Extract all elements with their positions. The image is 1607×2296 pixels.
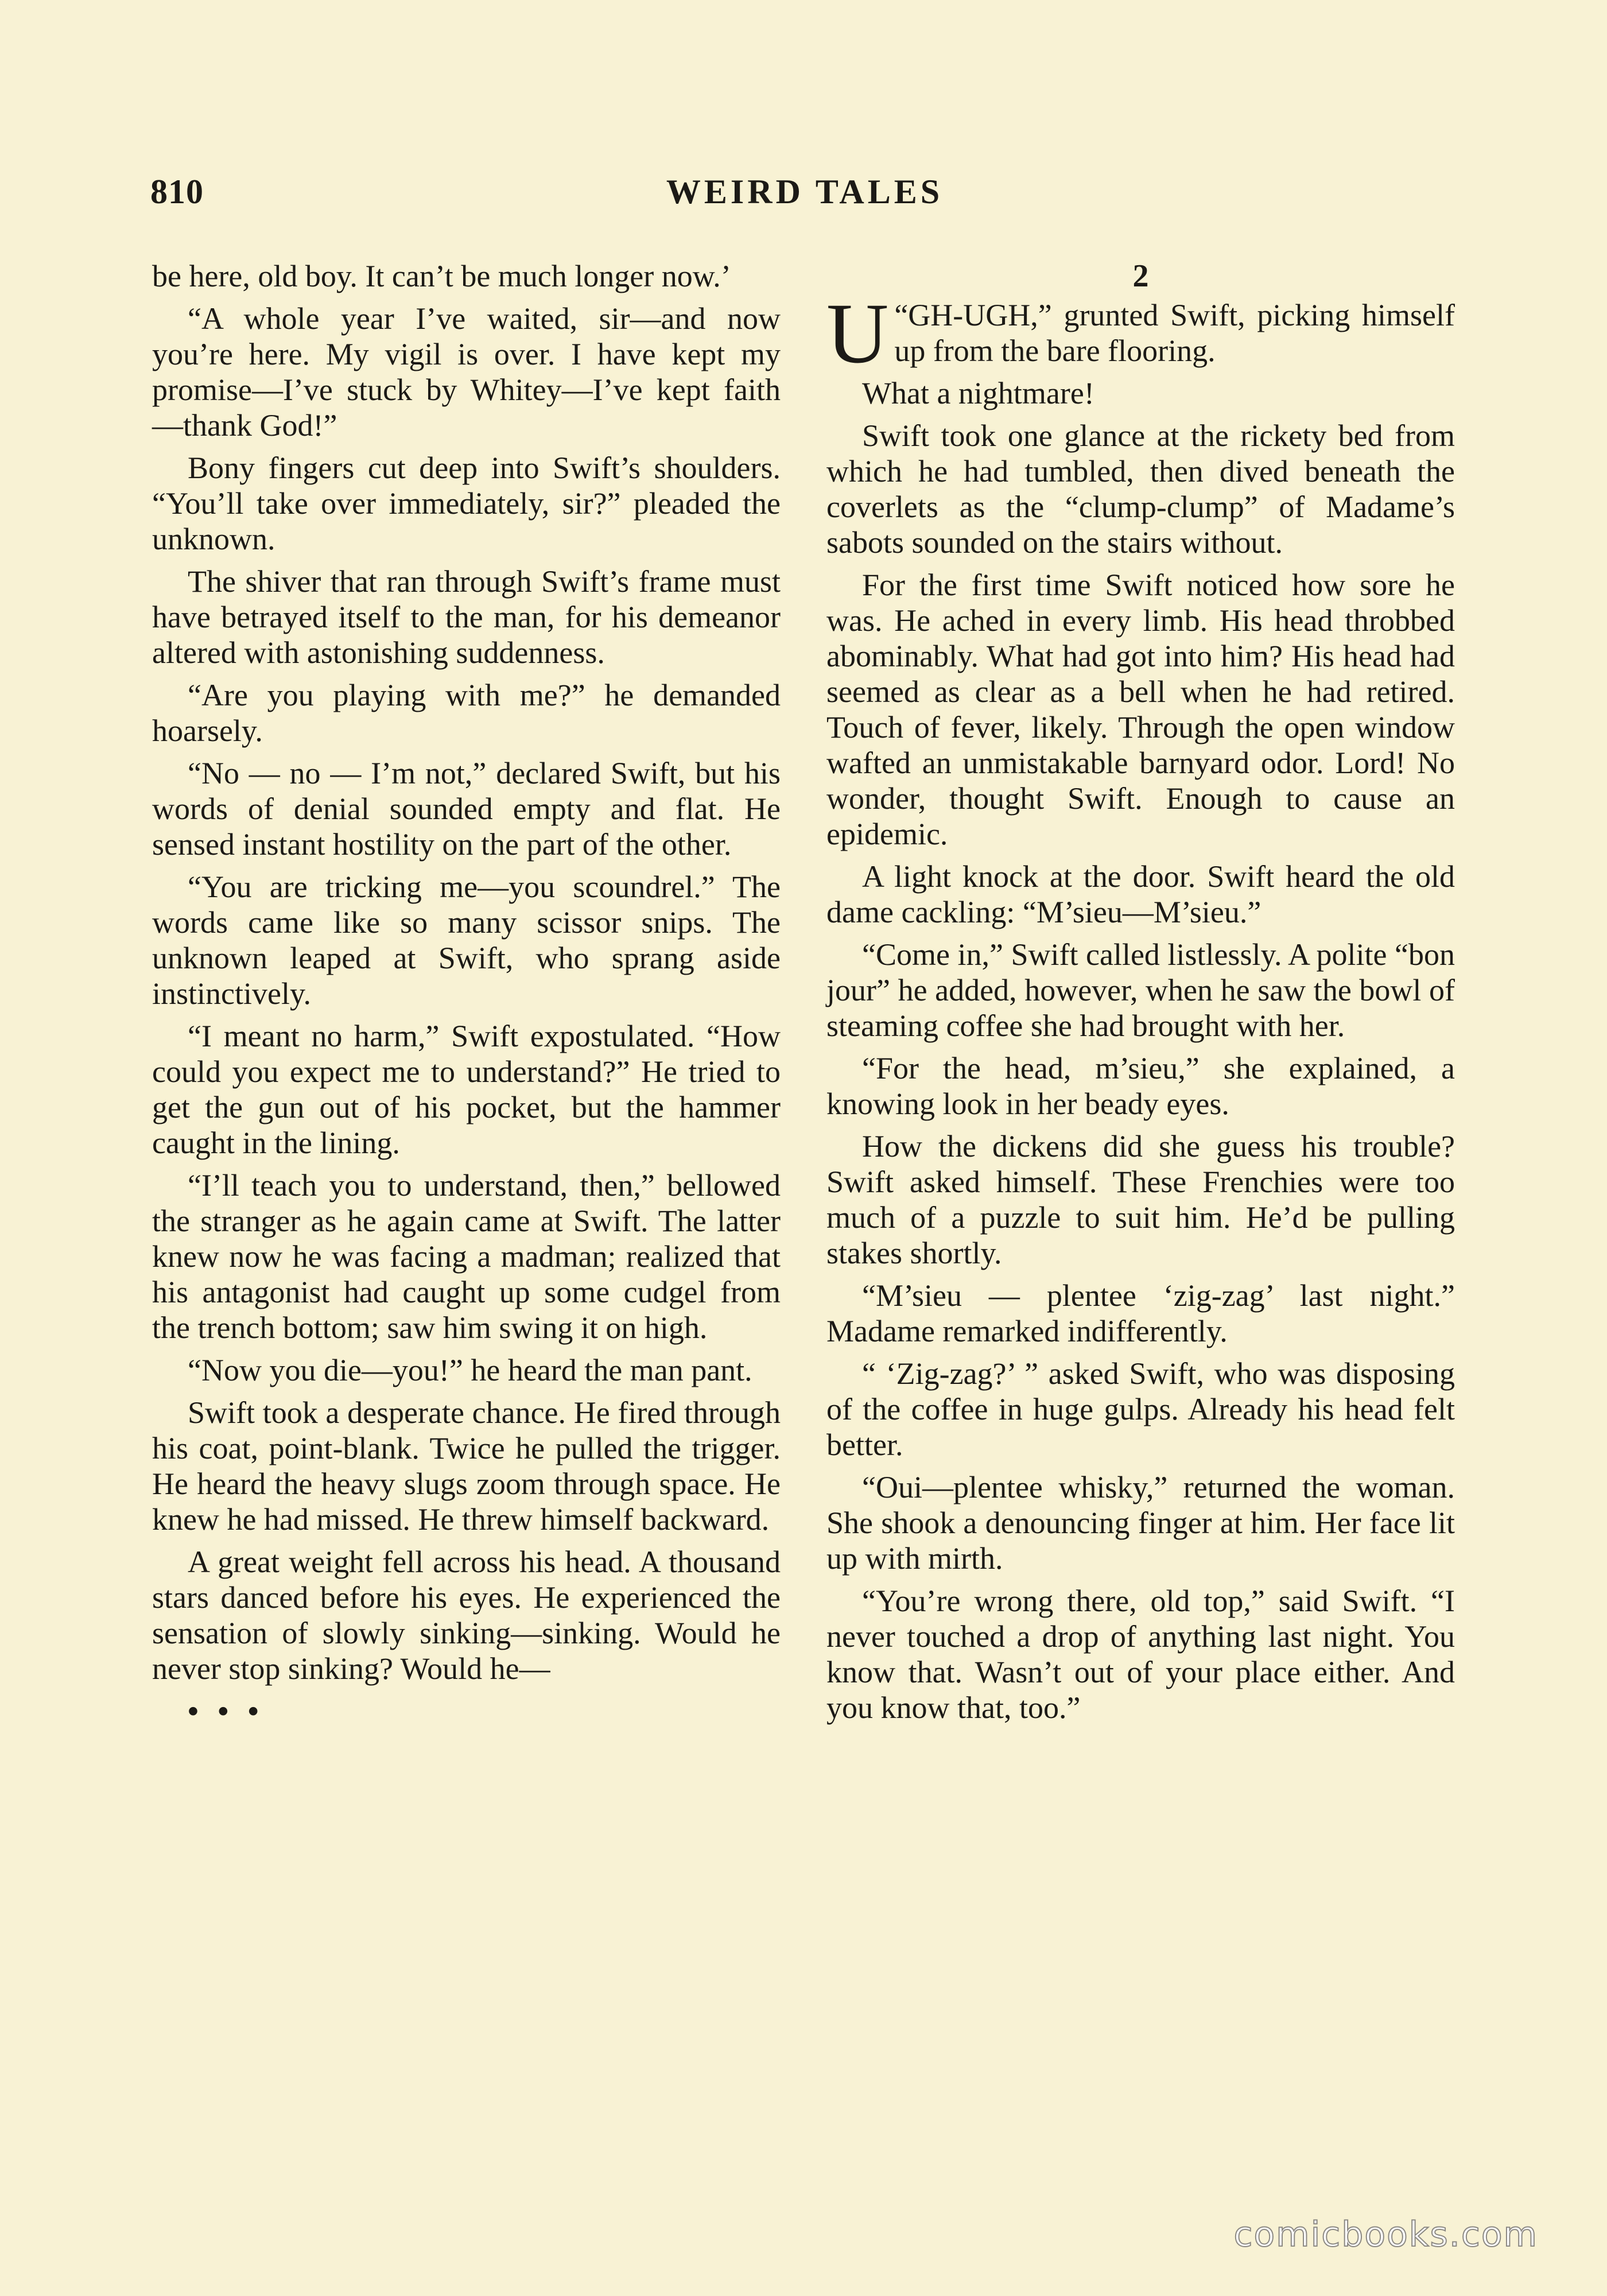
- paragraph: “I meant no harm,” Swift expostulated. “How could you expect me to understand?” He tried to get the gun out of his pocket, but the hammer caught in the lining.: [152, 1019, 781, 1160]
- section-break-ellipsis: • • •: [188, 1694, 265, 1728]
- page-number: 810: [150, 173, 204, 211]
- paragraph: A light knock at the door. Swift heard the old dame cackling: “M’sieu—M’sieu.”: [826, 859, 1455, 929]
- paragraph: “You are tricking me—you scoundrel.” The words came like so many scissor snips. The unknown leaped at Swift, who sprang aside instinctively.: [152, 870, 781, 1011]
- paragraph: “Come in,” Swift called listlessly. A polite “bon jour” he added, however, when he saw the bowl of steaming coffee she had brought with her.: [826, 937, 1455, 1043]
- paragraph: For the first time Swift noticed how sore he was. He ached in every limb. His head throbbed abominably. What had got into him? His head had seemed as clear as a bell when he had retired. Touch of fever, likely. Through the open window wafted an unmistakable barnyard odor. Lord! No wonder, thought Swift. Enough to cause an epidemic.: [826, 568, 1455, 851]
- paragraph: Bony fingers cut deep into Swift’s shoulders. “You’ll take over immediately, sir?” pleaded the unknown.: [152, 451, 781, 556]
- site-watermark: comicbooks.com: [1233, 2214, 1538, 2255]
- paragraph: “Now you die—you!” he heard the man pant.: [188, 1353, 752, 1387]
- opening-text: “GH-UGH,” grunted Swift, picking himself up from the bare flooring.: [894, 298, 1455, 368]
- drop-cap: U: [826, 286, 889, 381]
- right-column: [826, 258, 1455, 1732]
- paragraph: Swift took one glance at the rickety bed from which he had tumbled, then dived beneath the coverlets as the “clump-clump” of Madame’s sabots sounded on the stairs without.: [826, 418, 1455, 560]
- paragraph: Swift took a desperate chance. He fired through his coat, point-blank. Twice he pulled the trigger. He heard the heavy slugs zoom through space. He knew he had missed. He threw himself backward.: [152, 1395, 781, 1537]
- paragraph: What a nightmare!: [862, 376, 1094, 410]
- page-header: [150, 172, 1459, 218]
- paragraph: “No — no — I’m not,” declared Swift, but his words of denial sounded empty and flat. He sensed instant hostility on the part of the other.: [152, 756, 781, 862]
- paragraph: The shiver that ran through Swift’s frame must have betrayed itself to the man, for his demeanor altered with astonishing suddenness.: [152, 564, 781, 670]
- running-title: WEIRD TALES: [666, 173, 944, 211]
- paragraph: “Are you playing with me?” he demanded hoarsely.: [152, 678, 781, 748]
- paragraph: “You’re wrong there, old top,” said Swift. “I never touched a drop of anything last night. You know that. Wasn’t out of your place either. And you know that, too.”: [826, 1584, 1455, 1725]
- paragraph: “ ‘Zig-zag?’ ” asked Swift, who was disposing of the coffee in huge gulps. Already his head felt better.: [826, 1356, 1455, 1462]
- paragraph: “A whole year I’ve waited, sir—and now you’re here. My vigil is over. I have kept my promise—I’ve stuck by Whitey—I’ve kept faith—thank God!”: [152, 301, 781, 443]
- paragraph: A great weight fell across his head. A thousand stars danced before his eyes. He experienced the sensation of slowly sinking—sinking. Would he never stop sinking? Would he—: [152, 1545, 781, 1686]
- paragraph: “Oui—plentee whisky,” returned the woman. She shook a denouncing finger at him. Her face lit up with mirth.: [826, 1470, 1455, 1576]
- paragraph: be here, old boy. It can’t be much longer now.’: [152, 259, 731, 293]
- opening-paragraph: [826, 286, 1455, 381]
- paragraph: “I’ll teach you to understand, then,” bellowed the stranger as he again came at Swift. The latter knew now he was facing a madman; realized that his antagonist had caught up some cudgel from the trench bottom; saw him swing it on high.: [152, 1168, 781, 1345]
- paragraph: How the dickens did she guess his trouble? Swift asked himself. These Frenchies were too much of a puzzle to suit him. He’d be pulling stakes shortly.: [826, 1129, 1455, 1270]
- section-number: 2: [1132, 258, 1149, 294]
- paragraph: “M’sieu — plentee ‘zig-zag’ last night.” Madame remarked indifferently.: [826, 1278, 1455, 1348]
- paragraph: “For the head, m’sieu,” she explained, a knowing look in her beady eyes.: [826, 1051, 1455, 1121]
- left-column: [152, 258, 781, 1736]
